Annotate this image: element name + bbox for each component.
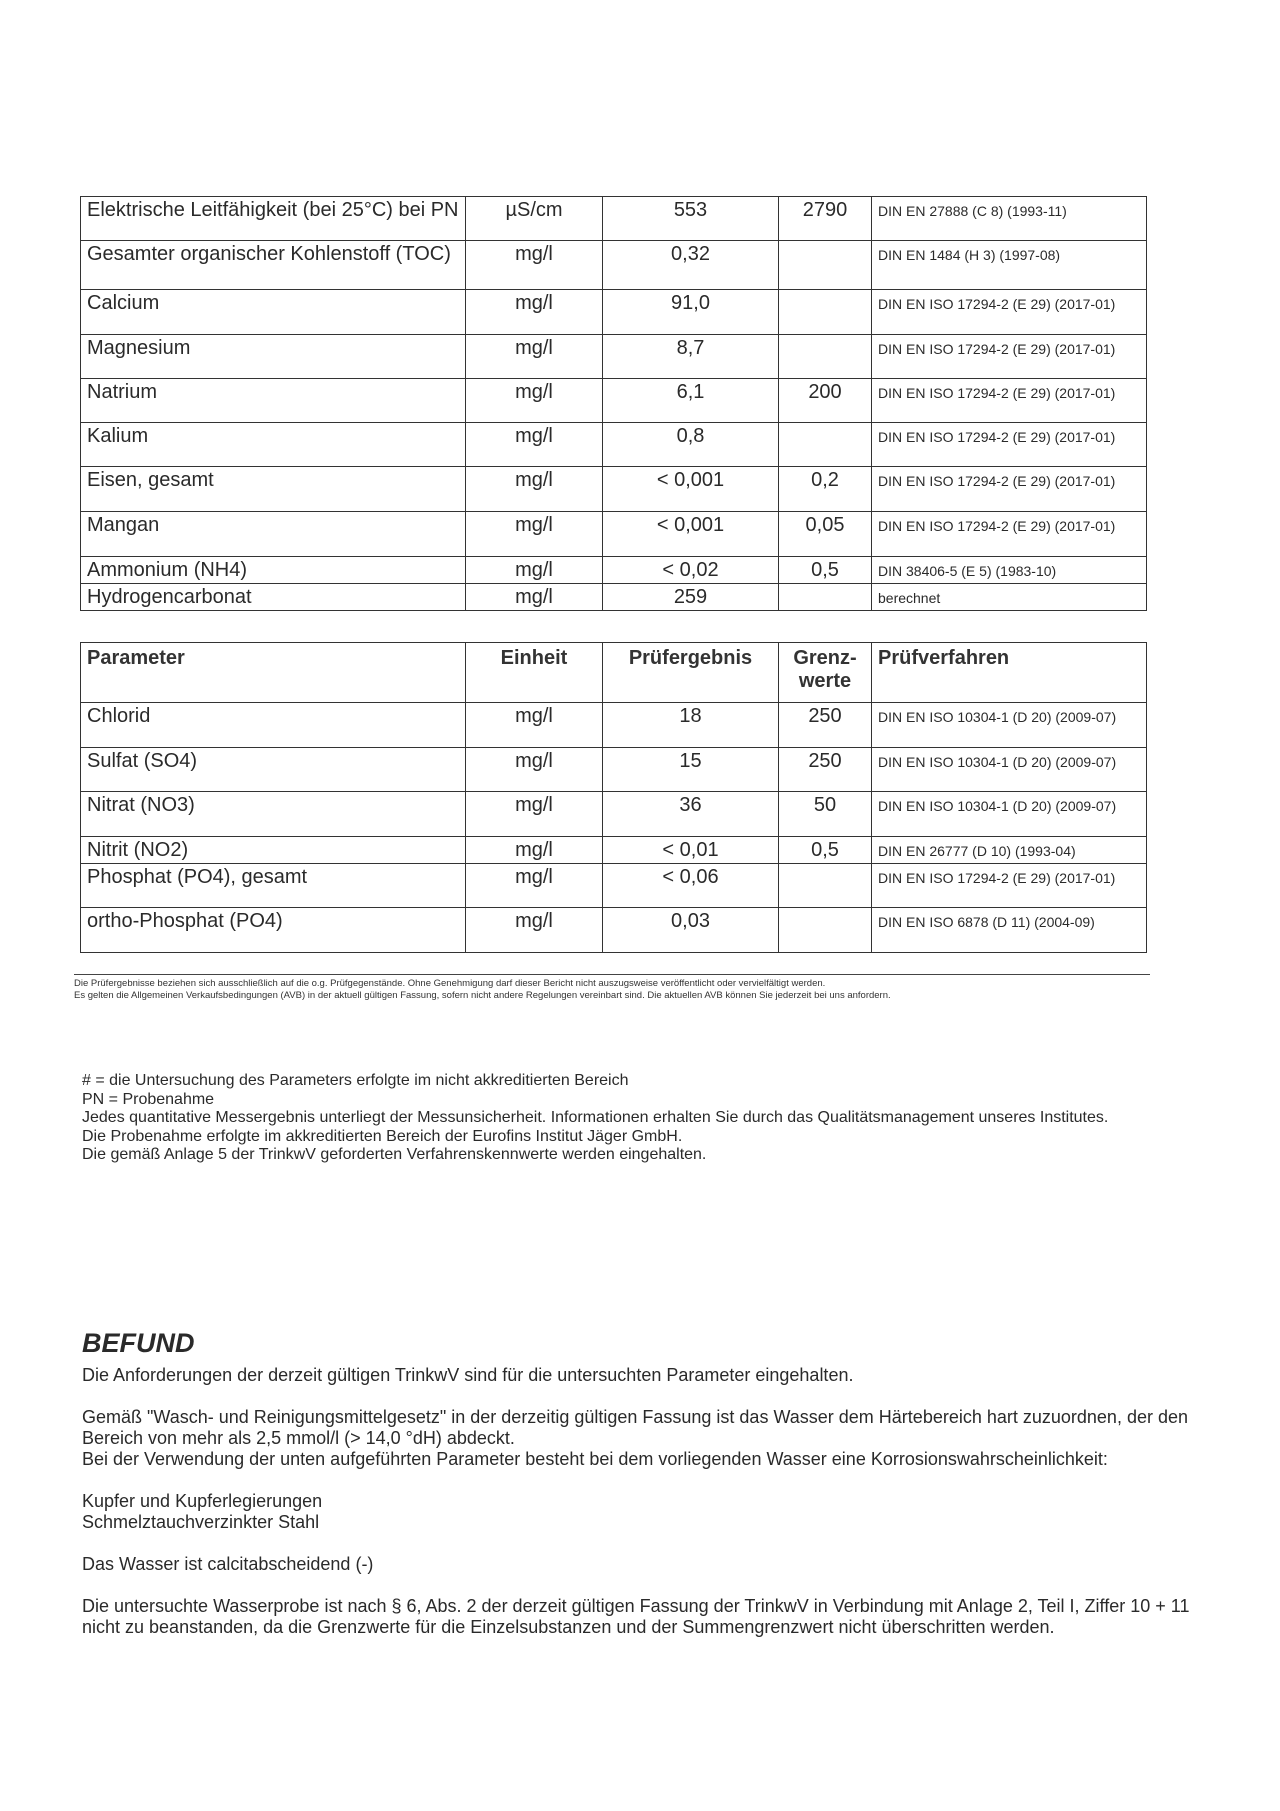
method-cell: DIN EN ISO 17294-2 (E 29) (2017-01) <box>872 423 1147 467</box>
divider <box>74 974 1150 975</box>
disclaimer-line-1: Die Prüfergebnisse beziehen sich ausschließlich auf die o.g. Prüfgegenstände. Ohne Genehmigung darf dieser Bericht nicht auszugsweise veröffentlicht oder vervielfältigt werden. <box>74 978 826 989</box>
method-cell: DIN EN ISO 10304-1 (D 20) (2009-07) <box>872 703 1147 748</box>
unit-cell: mg/l <box>466 423 603 467</box>
result-cell: 36 <box>603 792 779 837</box>
table-row <box>81 748 1147 792</box>
unit-cell: mg/l <box>466 837 603 864</box>
table-row <box>81 908 1147 953</box>
table-row <box>81 557 1147 584</box>
limit-cell <box>779 584 872 611</box>
table-row <box>81 512 1147 557</box>
table-row <box>81 423 1147 467</box>
result-cell: < 0,001 <box>603 512 779 557</box>
material-1: Kupfer und Kupferlegierungen <box>82 1491 323 1511</box>
limit-cell <box>779 290 872 335</box>
result-cell: 8,7 <box>603 335 779 379</box>
result-cell: 6,1 <box>603 379 779 423</box>
limit-cell <box>779 908 872 953</box>
result-cell: 91,0 <box>603 290 779 335</box>
unit-cell: mg/l <box>466 792 603 837</box>
result-cell: 15 <box>603 748 779 792</box>
befund-section <box>82 1365 1202 1659</box>
result-cell: 553 <box>603 197 779 241</box>
hash-note: # = die Untersuchung des Parameters erfolgte im nicht akkreditierten Bereich <box>82 1072 629 1089</box>
conclusion: Die untersuchte Wasserprobe ist nach § 6, Abs. 2 der derzeit gültigen Fassung der TrinkwV in Verbindung mit Anlage 2, Teil I, Ziffer 10 + 11 nicht zu beanstanden, da die Grenzwerte für die Einzelsubstanzen und der Summengrenzwert nicht überschritten werden. <box>82 1596 1190 1637</box>
parameter-cell: Ammonium (NH4) <box>81 557 466 584</box>
disclaimer <box>74 978 1150 1002</box>
limit-cell <box>779 423 872 467</box>
header-parameter: Parameter <box>81 643 466 703</box>
results-table-1 <box>80 196 1147 611</box>
method-cell: DIN EN ISO 17294-2 (E 29) (2017-01) <box>872 335 1147 379</box>
table-row <box>81 335 1147 379</box>
table-row <box>81 467 1147 512</box>
unit-cell: mg/l <box>466 335 603 379</box>
unit-cell: mg/l <box>466 290 603 335</box>
method-cell: DIN 38406-5 (E 5) (1983-10) <box>872 557 1147 584</box>
parameter-cell: Sulfat (SO4) <box>81 748 466 792</box>
limit-cell: 2790 <box>779 197 872 241</box>
result-cell: < 0,01 <box>603 837 779 864</box>
parameter-cell: Nitrat (NO3) <box>81 792 466 837</box>
limit-cell <box>779 241 872 290</box>
header-limit: Grenz-werte <box>779 643 872 703</box>
table-row <box>81 837 1147 864</box>
limit-cell: 200 <box>779 379 872 423</box>
parameter-cell: Magnesium <box>81 335 466 379</box>
material-2: Schmelztauchverzinkter Stahl <box>82 1512 320 1532</box>
unit-cell: mg/l <box>466 557 603 584</box>
parameter-cell: ortho-Phosphat (PO4) <box>81 908 466 953</box>
unit-cell: mg/l <box>466 241 603 290</box>
table-row <box>81 241 1147 290</box>
unit-cell: mg/l <box>466 467 603 512</box>
befund-paragraph-1: Die Anforderungen der derzeit gültigen TrinkwV sind für die untersuchten Parameter eingehalten. <box>82 1365 854 1385</box>
calcite-statement: Das Wasser ist calcitabscheidend (-) <box>82 1554 374 1574</box>
parameter-cell: Gesamter organischer Kohlenstoff (TOC) <box>81 241 466 290</box>
notes <box>82 1072 1122 1165</box>
pn-note: PN = Probenahme <box>82 1090 215 1108</box>
parameter-cell: Mangan <box>81 512 466 557</box>
table-row <box>81 792 1147 837</box>
result-cell: 0,8 <box>603 423 779 467</box>
limit-cell: 250 <box>779 703 872 748</box>
method-cell: DIN EN ISO 10304-1 (D 20) (2009-07) <box>872 792 1147 837</box>
unit-cell: mg/l <box>466 584 603 611</box>
result-cell: 0,03 <box>603 908 779 953</box>
unit-cell: mg/l <box>466 379 603 423</box>
header-unit: Einheit <box>466 643 603 703</box>
method-cell: DIN EN 27888 (C 8) (1993-11) <box>872 197 1147 241</box>
unit-cell: mg/l <box>466 748 603 792</box>
uncertainty-note: Jedes quantitative Messergebnis unterliegt der Messunsicherheit. Informationen erhalten Sie durch das Qualitätsmanagement unseres Institutes. Die Probenahme erfolgte im akkreditierten Bereich der Eurofins Institut Jäger GmbH. <box>82 1109 1109 1145</box>
header-result: Prüfergebnis <box>603 643 779 703</box>
method-cell: DIN EN 26777 (D 10) (1993-04) <box>872 837 1147 864</box>
unit-cell: mg/l <box>466 908 603 953</box>
method-cell: DIN EN ISO 17294-2 (E 29) (2017-01) <box>872 379 1147 423</box>
limit-cell: 0,5 <box>779 557 872 584</box>
limit-cell: 50 <box>779 792 872 837</box>
result-cell: 259 <box>603 584 779 611</box>
parameter-cell: Chlorid <box>81 703 466 748</box>
limit-cell: 0,5 <box>779 837 872 864</box>
limit-cell <box>779 864 872 908</box>
method-cell: berechnet <box>872 584 1147 611</box>
results-table-2 <box>80 642 1147 953</box>
parameter-cell: Hydrogencarbonat <box>81 584 466 611</box>
befund-paragraph-2a: Gemäß "Wasch- und Reinigungsmittelgesetz" in der derzeitig gültigen Fassung ist das Wasser dem Härtebereich hart zuzuordnen, der den Bereich von mehr als 2,5 mmol/l (> 14,0 °dH) abdeckt. <box>82 1407 1188 1448</box>
parameter-cell: Nitrit (NO2) <box>81 837 466 864</box>
method-cell: DIN EN ISO 6878 (D 11) (2004-09) <box>872 908 1147 953</box>
method-cell: DIN EN ISO 17294-2 (E 29) (2017-01) <box>872 290 1147 335</box>
unit-cell: mg/l <box>466 864 603 908</box>
table-row <box>81 379 1147 423</box>
table-row <box>81 197 1147 241</box>
parameter-cell: Phosphat (PO4), gesamt <box>81 864 466 908</box>
table-row <box>81 584 1147 611</box>
table-row <box>81 290 1147 335</box>
method-cell: DIN EN ISO 17294-2 (E 29) (2017-01) <box>872 467 1147 512</box>
limit-cell: 0,2 <box>779 467 872 512</box>
unit-cell: mg/l <box>466 703 603 748</box>
parameter-cell: Natrium <box>81 379 466 423</box>
table-row <box>81 864 1147 908</box>
unit-cell: µS/cm <box>466 197 603 241</box>
disclaimer-line-2: Es gelten die Allgemeinen Verkaufsbedingungen (AVB) in der aktuell gültigen Fassung, sofern nicht andere Regelungen vereinbart sind. Die aktuellen AVB können Sie jederzeit bei uns anfordern. <box>74 990 891 1001</box>
limit-cell: 0,05 <box>779 512 872 557</box>
method-cell: DIN EN ISO 17294-2 (E 29) (2017-01) <box>872 864 1147 908</box>
table-row <box>81 703 1147 748</box>
limit-cell: 250 <box>779 748 872 792</box>
header-method: Prüfverfahren <box>872 643 1147 703</box>
befund-title: BEFUND <box>82 1328 195 1358</box>
result-cell: < 0,001 <box>603 467 779 512</box>
result-cell: 18 <box>603 703 779 748</box>
parameter-cell: Eisen, gesamt <box>81 467 466 512</box>
method-cell: DIN EN ISO 17294-2 (E 29) (2017-01) <box>872 512 1147 557</box>
limit-cell <box>779 335 872 379</box>
befund-paragraph-2b: Bei der Verwendung der unten aufgeführten Parameter besteht bei dem vorliegenden Wasser eine Korrosionswahrscheinlichkeit: <box>82 1449 1108 1469</box>
result-cell: < 0,06 <box>603 864 779 908</box>
method-cell: DIN EN 1484 (H 3) (1997-08) <box>872 241 1147 290</box>
result-cell: < 0,02 <box>603 557 779 584</box>
result-cell: 0,32 <box>603 241 779 290</box>
parameter-cell: Kalium <box>81 423 466 467</box>
parameter-cell: Calcium <box>81 290 466 335</box>
trinkwv-note: Die gemäß Anlage 5 der TrinkwV geforderten Verfahrenskennwerte werden eingehalten. <box>82 1146 707 1163</box>
unit-cell: mg/l <box>466 512 603 557</box>
table-header-row <box>81 643 1147 703</box>
method-cell: DIN EN ISO 10304-1 (D 20) (2009-07) <box>872 748 1147 792</box>
parameter-cell: Elektrische Leitfähigkeit (bei 25°C) bei PN <box>81 197 466 241</box>
